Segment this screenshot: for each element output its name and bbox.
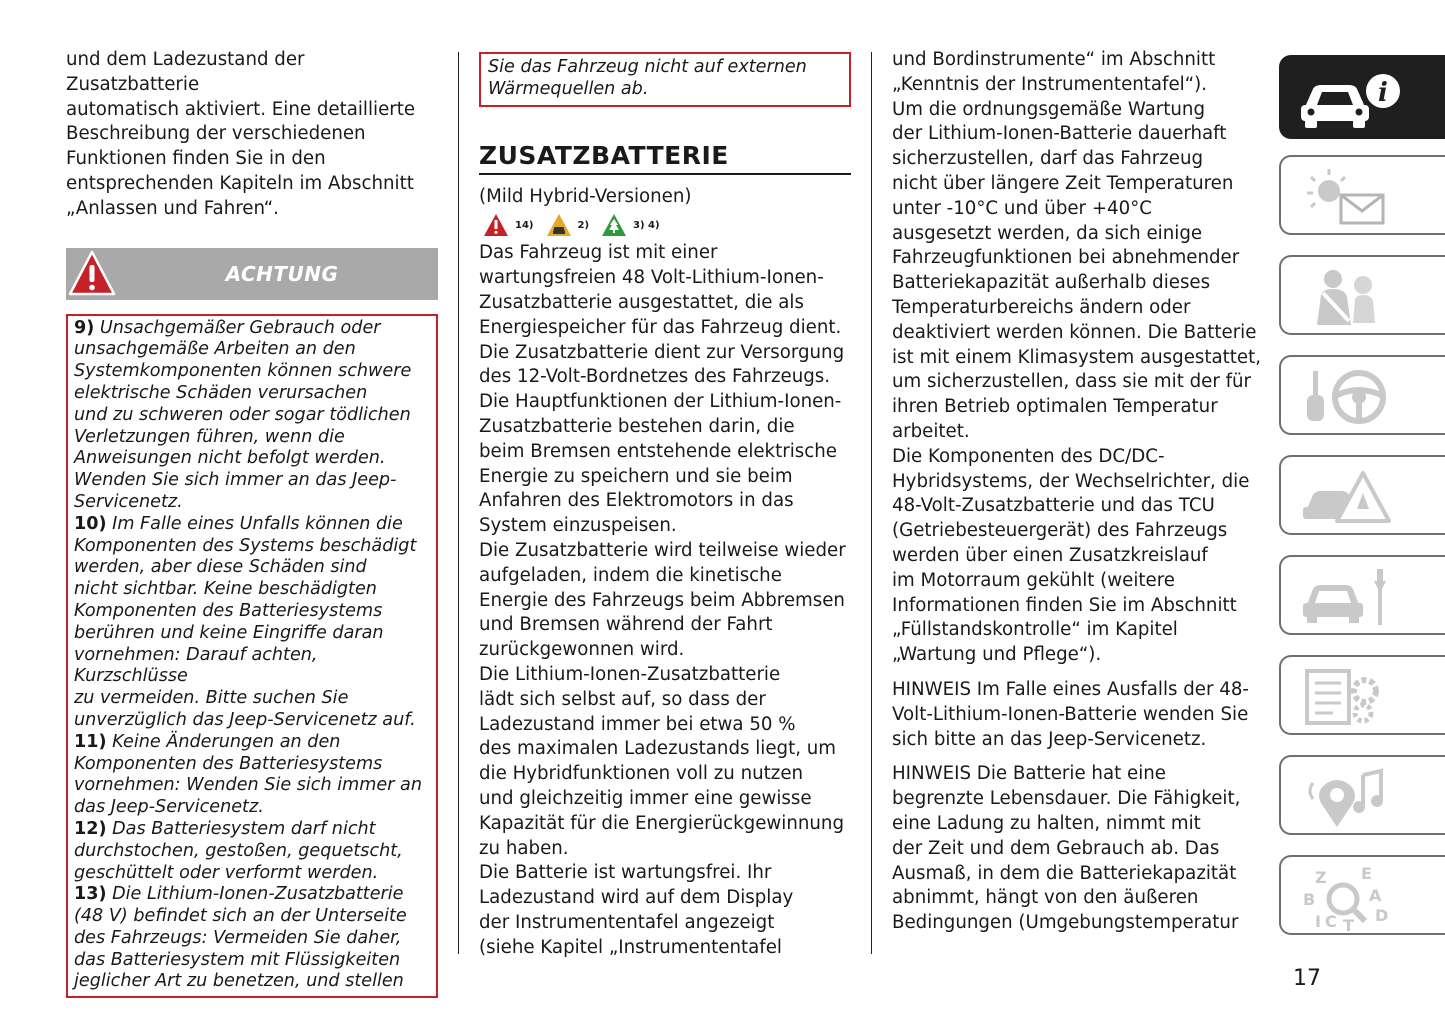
paragraph: Die Lithium-Ionen-Zusatzbatterie lädt sich selbst auf, so dass der Ladezustand immer bei etwa 50 % des maximalen Ladezustands liegt, um die Hybridfunktionen voll zu nutzen und gleichzeitig immer eine gewisse Kapazität für die Energierückgewinnung zu haben. <box>479 663 844 859</box>
car-wrench-icon <box>1297 565 1397 629</box>
caution-car-triangle-icon <box>546 213 572 237</box>
tab-lights-messages[interactable] <box>1279 155 1445 235</box>
note-paragraph: HINWEIS Im Falle eines Ausfalls der 48- Volt-Lithium-Ionen-Batterie wenden Sie sich bitte an das Jeep-Servicenetz. <box>892 678 1249 750</box>
column-middle <box>479 52 851 961</box>
alphabet-index-icon <box>1297 865 1407 931</box>
warning-title: ACHTUNG <box>225 261 339 286</box>
column-divider <box>871 52 872 954</box>
data-gear-icon <box>1297 665 1397 729</box>
index-letter: I <box>1315 912 1321 931</box>
tab-multimedia[interactable] <box>1279 755 1445 835</box>
location-music-icon <box>1297 765 1397 829</box>
car-info-icon <box>1297 65 1407 133</box>
warning-item: 11) Keine Änderungen an den Komponenten des Batteriesystems vornehmen: Wenden Sie sich immer an das Jeep-Servicenetz. <box>74 731 422 818</box>
warning-continuation-box: Sie das Fahrzeug nicht auf externen Wärmequellen ab. <box>479 52 851 107</box>
paragraph: Die Batterie ist wartungsfrei. Ihr Ladezustand wird auf dem Display der Instrumententafel angezeigt (siehe Kapitel „Instrumententafel <box>479 862 794 958</box>
tab-starting-driving[interactable] <box>1279 355 1445 435</box>
warning-triangle-icon <box>66 248 118 300</box>
tab-emergency[interactable] <box>1279 455 1445 535</box>
index-letter: B <box>1303 890 1316 909</box>
index-letter: D <box>1375 906 1389 925</box>
tab-car-info[interactable] <box>1279 55 1445 139</box>
tab-technical-data[interactable] <box>1279 655 1445 735</box>
section-subheading: (Mild Hybrid-Versionen) <box>479 185 692 207</box>
warning-item: 13) Die Lithium-Ionen-Zusatzbatterie (48 V) befindet sich an der Unterseite des Fahrzeugs: Vermeiden Sie daher, das Batteriesystem mit Flüssigkeiten jeglicher Art zu benetzen, und stellen <box>74 884 407 992</box>
warning-header <box>66 248 438 300</box>
column-right <box>892 48 1264 936</box>
environment-tree-triangle-icon <box>601 213 627 237</box>
paragraph: Die Komponenten des DC/DC- Hybridsystems, der Wechselrichter, die 48-Volt-Zusatzbatterie und das TCU (Getriebesteuergerät) des Fahrzeugs werden über einen Zusatzkreislauf im Motorraum gekühlt (weitere Informationen finden Sie im Abschnitt „Füllstandskontrolle“ im Kapitel „Wartung und Pflege“). <box>892 445 1250 666</box>
index-letter: Z <box>1315 868 1327 887</box>
car-warning-triangle-icon <box>1297 465 1397 529</box>
symbol-row: 14) 2) 3) 4) <box>483 211 851 239</box>
key-steering-wheel-icon <box>1297 365 1397 429</box>
paragraph: und Bordinstrumente“ im Abschnitt „Kenntnis der Instrumententafel“). Um die ordnungsgemäße Wartung der Lithium-Ionen-Batterie dauerhaft sicherzustellen, darf das Fahrzeug nicht über längere Zeit Temperaturen unter -10°C und über +40°C ausgesetzt werden, da sich einige Fahrzeugfunktionen bei abnehmender Batteriekapazität außerhalb dieses Temperaturbereichs ändern oder deaktiviert werden können. Die Batterie ist mit einem Klimasystem ausgestattet, um sicherzustellen, dass sie mit der für ihren Betrieb optimalen Temperatur arbeitet. <box>892 49 1262 442</box>
section-heading: ZUSATZBATTERIE <box>479 141 851 175</box>
tab-safety[interactable] <box>1279 255 1445 335</box>
warning-item: 9) Unsachgemäßer Gebrauch oder unsachgemäße Arbeiten an den Systemkomponenten können schwere elektrische Schäden verursachen und zu schweren oder sogar tödlichen Verletzungen führen, wenn die Anweisungen nicht befolgt werden. Wenden Sie sich immer an das Jeep- Servicenetz. <box>74 317 412 512</box>
warning-item: 10) Im Falle eines Unfalls können die Komponenten des Systems beschädigt werden, aber diese Schäden sind nicht sichtbar. Keine beschädigten Komponenten des Batteriesystems berühren und keine Eingriffe daran vornehmen: Darauf achten, Kurzschlüsse zu vermeiden. Bitte suchen Sie unverzüglich das Jeep-Servicenetz auf. <box>74 513 417 730</box>
page-number: 17 <box>1293 966 1321 991</box>
tab-index[interactable] <box>1279 855 1445 935</box>
danger-triangle-icon <box>483 213 509 237</box>
note-paragraph: HINWEIS Die Batterie hat eine begrenzte Lebensdauer. Die Fähigkeit, eine Ladung zu halten, nimmt mit der Zeit und dem Gebrauch ab. Das Ausmaß, in dem die Batteriekapazität abnimmt, hängt von den äußeren Bedingungen (Umgebungstemperatur <box>892 763 1241 934</box>
index-letter: T <box>1343 916 1354 931</box>
svg-text:i: i <box>1378 78 1388 108</box>
tab-maintenance[interactable] <box>1279 555 1445 635</box>
column-divider <box>458 52 459 954</box>
index-letter: A <box>1369 886 1382 905</box>
index-letter: E <box>1361 865 1372 883</box>
paragraph: Die Zusatzbatterie wird teilweise wieder aufgeladen, indem die kinetische Energie des Fahrzeugs beim Abbremsen und Bremsen während der Fahrt zurückgewonnen wird. <box>479 539 846 661</box>
paragraph: Die Hauptfunktionen der Lithium-Ionen- Zusatzbatterie bestehen darin, die beim Bremsen entstehende elektrische Energie zu speichern und sie beim Anfahren des Elektromotors in das System einzuspeisen. <box>479 391 842 537</box>
column-left <box>66 48 438 998</box>
warning-box <box>66 314 438 999</box>
intro-paragraph: und dem Ladezustand der Zusatzbatterie automatisch aktiviert. Eine detaillierte Beschreibung der verschiedenen Funktionen finden Sie in den entsprechenden Kapiteln im Abschnitt „Anlassen und Fahren“. <box>66 49 416 219</box>
index-letter: C <box>1325 912 1337 931</box>
sun-envelope-icon <box>1297 165 1397 229</box>
paragraph: Das Fahrzeug ist mit einer wartungsfreien 48 Volt-Lithium-Ionen- Zusatzbatterie ausgestattet, die als Energiespeicher für das Fahrzeug dient. Die Zusatzbatterie dient zur Versorgung des 12-Volt-Bordnetzes des Fahrzeugs. <box>479 242 845 388</box>
warning-item: 12) Das Batteriesystem darf nicht durchstochen, gestoßen, gequetscht, geschüttelt oder verformt werden. <box>74 818 403 883</box>
seatbelt-person-icon <box>1297 265 1397 329</box>
